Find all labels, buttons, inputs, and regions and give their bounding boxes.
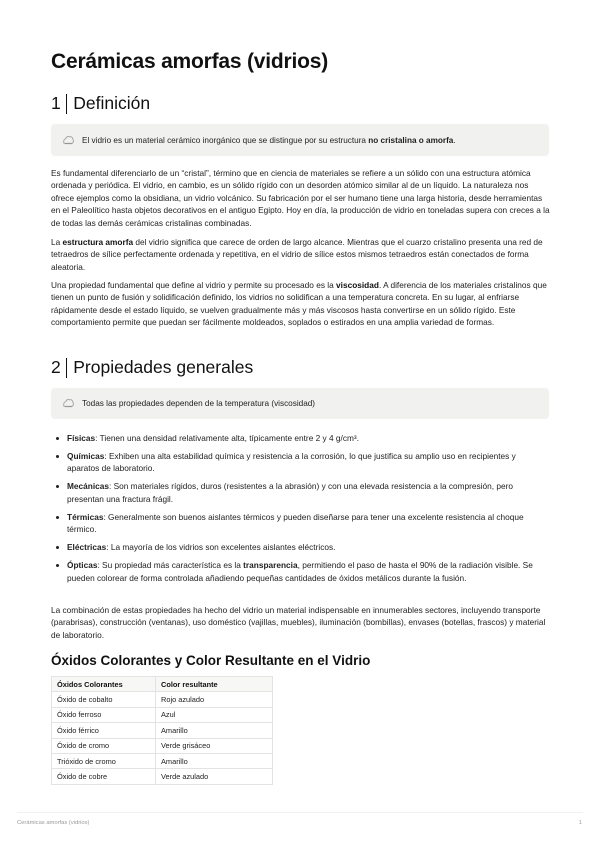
list-item: Químicas: Exhiben una alta estabilidad química y resistencia a la corrosión, lo que justifica su amplio uso en recipientes y aparatos de laboratorio. (51, 450, 550, 475)
table-cell: Amarillo (156, 723, 273, 738)
summary-paragraph: La combinación de estas propiedades ha hecho del vidrio un material indispensable en innumerables sectores, incluyendo transporte (parabrisas), construcción (ventanas), uso doméstico (vajillas, muebles), iluminación (bombillas), envases (botellas, frascos) y material de laboratorio. (51, 605, 546, 640)
page-number: 1 (578, 820, 582, 826)
column-header: Color resultante (156, 677, 273, 692)
section-number: 2 (51, 357, 61, 377)
section-divider (66, 358, 68, 378)
definition-paragraph-2: La estructura amorfa del vidrio significa que carece de orden de largo alcance. Mientras que el cuarzo cristalino presenta una red de tetraedros de sílice perfectamente ordenada y repetitiva, en el vidrio de sílice estos mismos tetraedros están conectados de forma aleatoria. (51, 237, 543, 272)
list-item: Ópticas: Su propiedad más característica es la transparencia, permitiendo el paso de hasta el 90% de la radiación visible. Se pueden colorear de forma controlada añadiendo pequeñas cantidades de óxidos metálicos durante la fusión. (51, 559, 550, 584)
table-cell: Verde grisáceo (156, 738, 273, 753)
definition-paragraph-1: Es fundamental diferenciarlo de un “cristal”, término que en ciencia de materiales se refiere a un sólido con una estructura atómica ordenada y periódica. El vidrio, en cambio, es un sólido rígido con un desorden atómico similar al de un líquido. La naturaleza nos ofrece ejemplos como la obsidiana, un vidrio volcánico. Su fabricación por el ser humano tiene una larga historia, desde herramientas en el Paleolítico hasta objetos decorativos en el antiguo Egipto. Hoy en día, la producción de vidrio en toneladas supera con creces a la de todas las demás cerámicas cristalinas combinadas. (51, 168, 550, 228)
callout-text: El vidrio es un material cerámico inorgánico que se distingue por su estructura no cristalina o amorfa. (82, 135, 456, 145)
definition-paragraph-3: Una propiedad fundamental que define al vidrio y permite su procesado es la viscosidad. A diferencia de los materiales cristalinos que tienen un punto de fusión y solidificación definido, los vidrios no solidifican a una temperatura concreta. En su lugar, al enfriarse rápidamente desde el estado líquido, se vuelven gradualmente más y más viscosos hasta convertirse en un sólido rígido. Este comportamiento permite que puedan ser fácilmente moldeados, soplados o estirados en una amplia variedad de formas. (51, 280, 547, 328)
section-title: Propiedades generales (73, 357, 254, 377)
table-cell: Óxido de cobalto (52, 692, 156, 707)
bulb-icon (62, 398, 75, 409)
table-cell: Verde azulado (156, 769, 273, 784)
table-cell: Rojo azulado (156, 692, 273, 707)
footer-title: Cerámicas amorfas (vidrios) (17, 820, 90, 826)
table-cell: Óxido ferroso (52, 707, 156, 722)
table-row (52, 723, 273, 738)
properties-callout (51, 388, 549, 419)
table-heading: Óxidos Colorantes y Color Resultante en el Vidrio (51, 653, 371, 668)
section-divider (66, 94, 68, 114)
table-cell: Amarillo (156, 753, 273, 768)
table-row (52, 753, 273, 768)
page-title: Cerámicas amorfas (vidrios) (51, 50, 329, 73)
table-row (52, 769, 273, 784)
table-row (52, 738, 273, 753)
column-header: Óxidos Colorantes (52, 677, 156, 692)
section-title: Definición (73, 93, 151, 113)
list-item: Eléctricas: La mayoría de los vidrios son excelentes aislantes eléctricos. (51, 541, 550, 553)
properties-list (51, 432, 550, 590)
list-item: Físicas: Tienen una densidad relativamente alta, típicamente entre 2 y 4 g/cm³. (51, 432, 550, 444)
footer-divider (17, 812, 583, 813)
section-heading-definicion (51, 93, 150, 114)
table-cell: Óxido de cobre (52, 769, 156, 784)
oxides-table (51, 676, 273, 785)
table-row (52, 707, 273, 722)
list-item: Mecánicas: Son materiales rígidos, duros (resistentes a la abrasión) y con una elevada resistencia a la compresión, pero presentan una fractura frágil. (51, 480, 550, 505)
section-number: 1 (51, 93, 61, 113)
table-cell: Óxido de cromo (52, 738, 156, 753)
section-heading-propiedades (51, 357, 253, 378)
table-cell: Azul (156, 707, 273, 722)
table-row (52, 692, 273, 707)
table-cell: Óxido férrico (52, 723, 156, 738)
list-item: Térmicas: Generalmente son buenos aislantes térmicos y pueden diseñarse para tener una excelente resistencia al choque térmico. (51, 511, 550, 536)
bulb-icon (62, 135, 75, 146)
definition-callout (51, 124, 549, 156)
table-header-row (52, 677, 273, 692)
callout-text: Todas las propiedades dependen de la temperatura (viscosidad) (82, 399, 316, 408)
table-cell: Trióxido de cromo (52, 753, 156, 768)
